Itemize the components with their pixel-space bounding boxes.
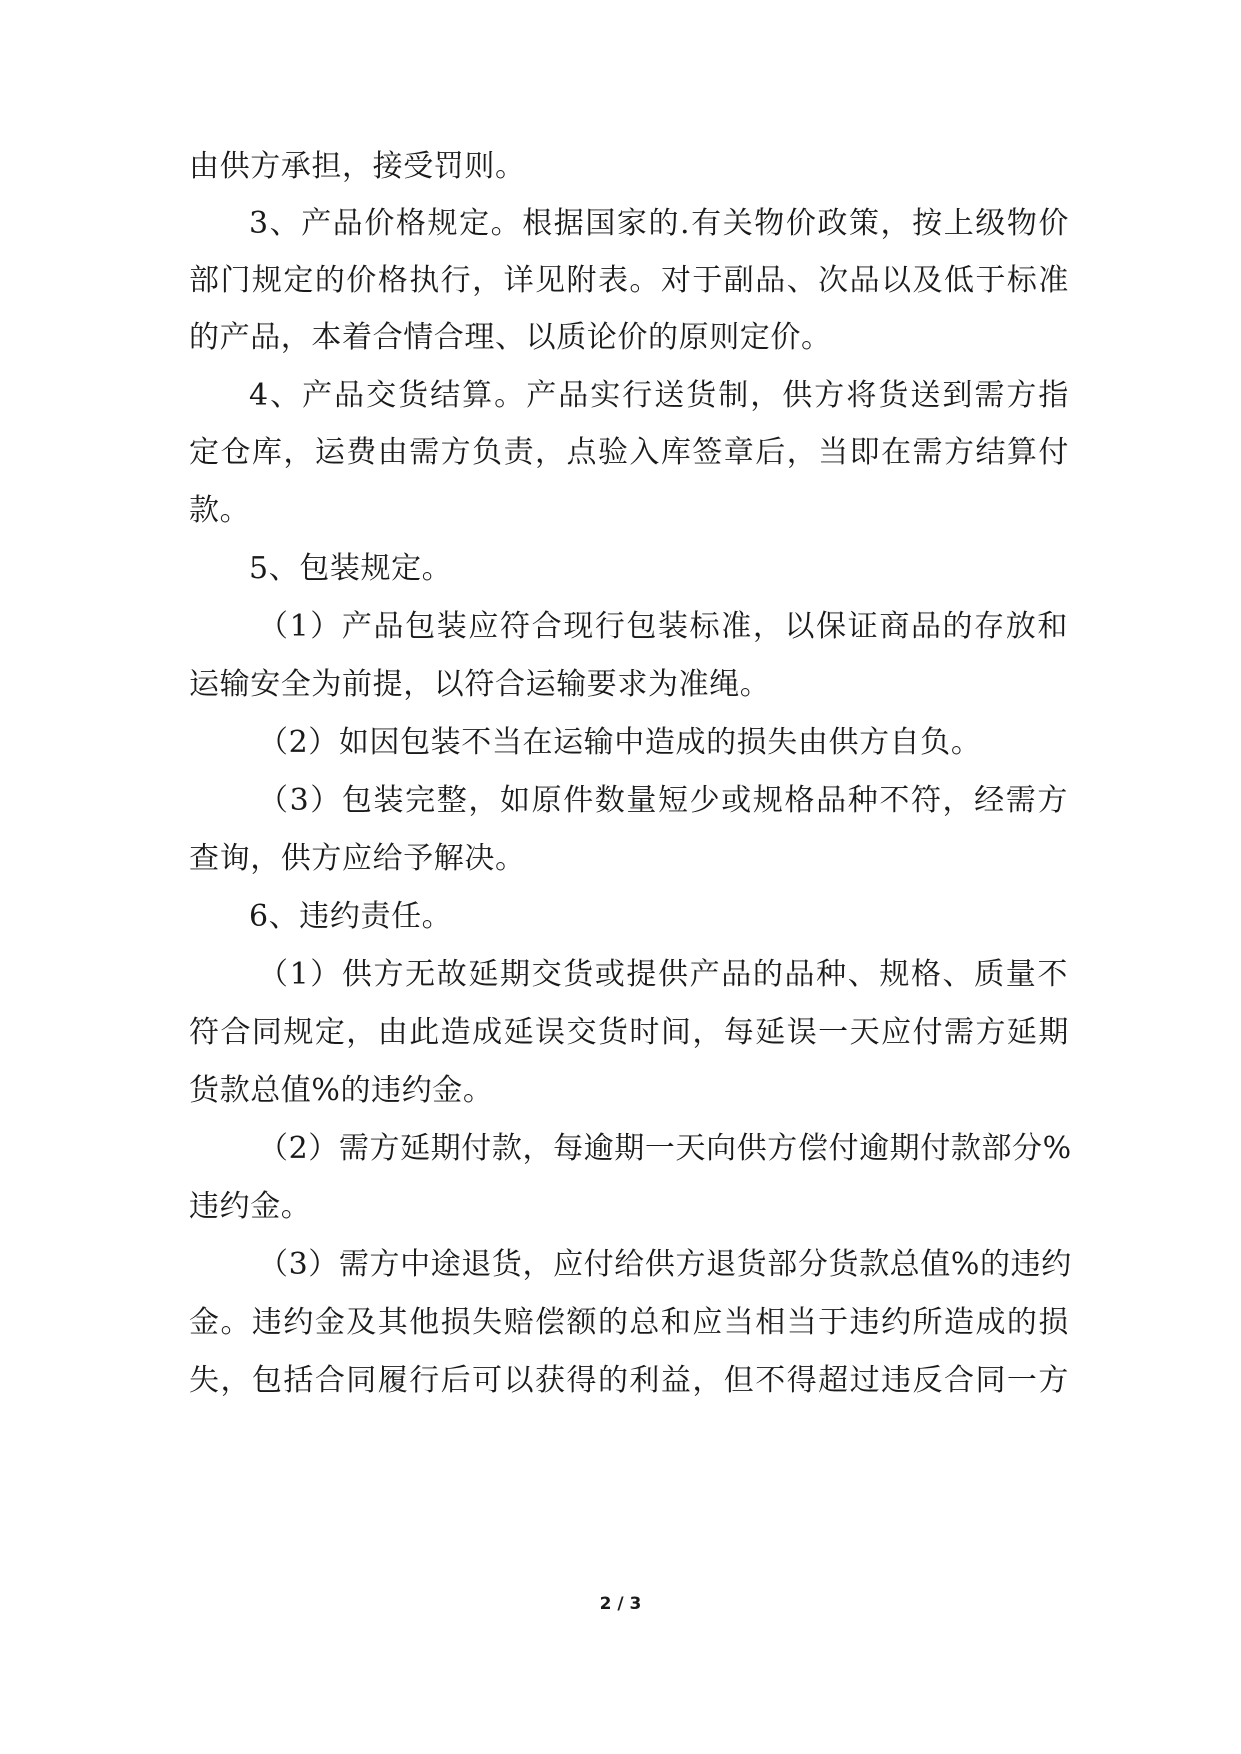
text-line: 符合同规定，由此造成延误交货时间，每延误一天应付需方延期 — [189, 1015, 1069, 1050]
text-line: （3）需方中途退货，应付给供方退货部分货款总值%的违约 — [258, 1247, 1072, 1282]
text-line: 4、产品交货结算。产品实行送货制，供方将货送到需方指 — [249, 378, 1069, 413]
text-line: 6、违约责任。 — [249, 899, 453, 934]
text-line: 由供方承担，接受罚则。 — [189, 149, 526, 184]
text-line: 定仓库，运费由需方负责，点验入库签章后，当即在需方结算付 — [189, 435, 1069, 470]
text-line: 运输安全为前提，以符合运输要求为准绳。 — [189, 667, 771, 702]
text-line: 部门规定的价格执行，详见附表。对于副品、次品以及低于标准 — [189, 263, 1069, 298]
text-line: 的产品，本着合情合理、以质论价的原则定价。 — [189, 320, 832, 355]
text-line: 货款总值%的违约金。 — [189, 1073, 494, 1108]
text-line: 款。 — [189, 493, 251, 528]
text-line: （2）如因包装不当在运输中造成的损失由供方自负。 — [258, 725, 982, 760]
page-number: 2 / 3 — [599, 1594, 642, 1614]
text-line: 5、包装规定。 — [249, 551, 453, 586]
text-line: 3、产品价格规定。根据国家的.有关物价政策，按上级物价 — [249, 206, 1069, 241]
text-line: （3）包装完整，如原件数量短少或规格品种不符，经需方 — [258, 783, 1068, 818]
text-line: 查询，供方应给予解决。 — [189, 841, 526, 876]
text-line: （2）需方延期付款，每逾期一天向供方偿付逾期付款部分% — [258, 1131, 1072, 1166]
text-line: 违约金。 — [189, 1189, 312, 1224]
text-line: 失，包括合同履行后可以获得的利益，但不得超过违反合同一方 — [189, 1363, 1069, 1398]
text-line: （1）供方无故延期交货或提供产品的品种、规格、质量不 — [258, 957, 1068, 992]
text-line: （1）产品包装应符合现行包装标准，以保证商品的存放和 — [258, 609, 1068, 644]
text-line: 金。违约金及其他损失赔偿额的总和应当相当于违约所造成的损 — [189, 1305, 1069, 1340]
